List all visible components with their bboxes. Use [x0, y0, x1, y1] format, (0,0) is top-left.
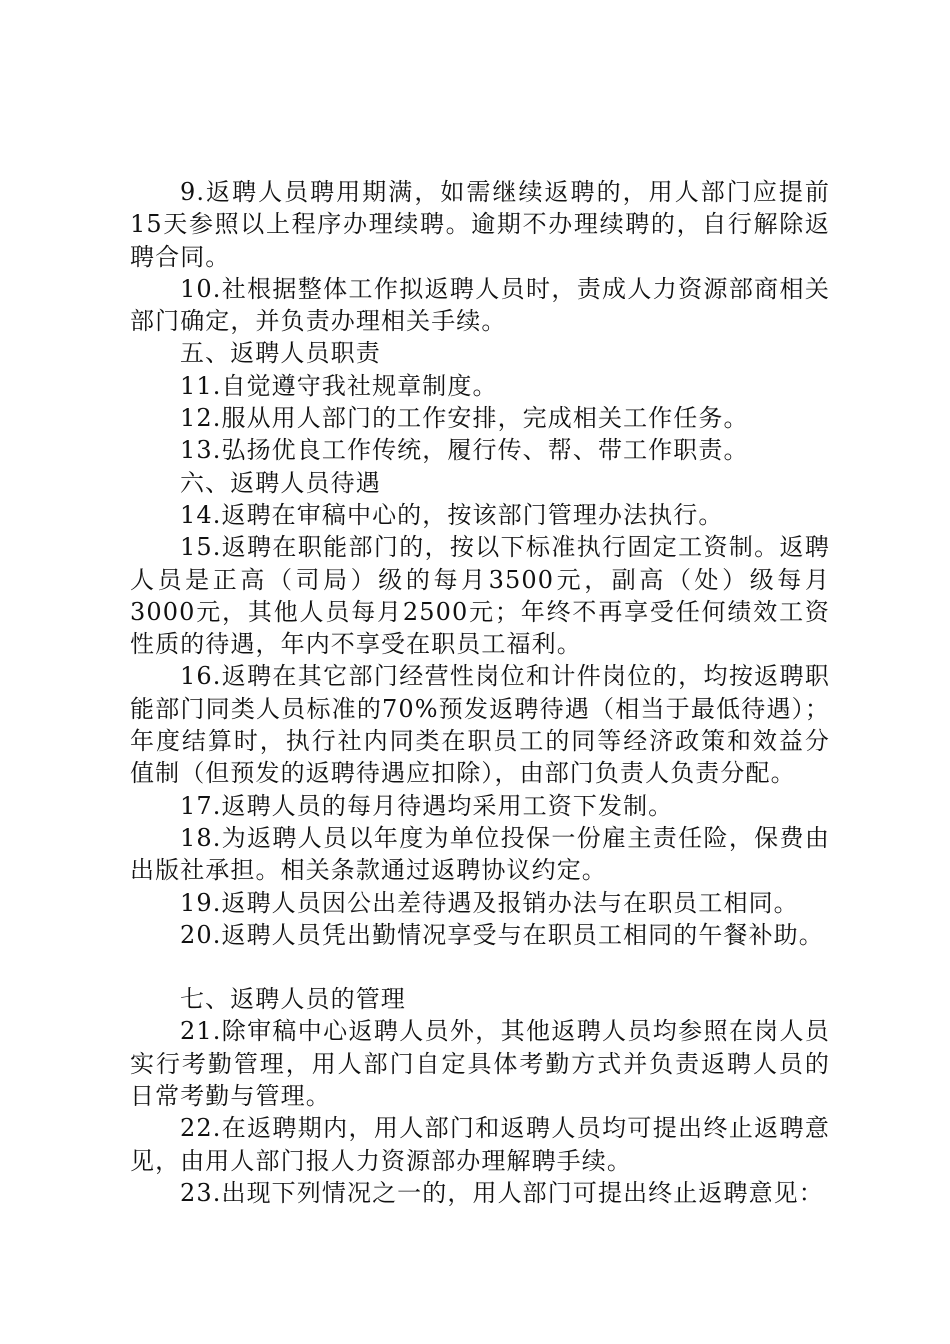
paragraph-13: 13.弘扬优良工作传统，履行传、帮、带工作职责。 — [180, 436, 749, 465]
section-heading-6: 六、返聘人员待遇 — [180, 468, 381, 497]
paragraph-15: 15.返聘在职能部门的，按以下标准执行固定工资制。返聘人员是正高（司局）级的每月3500元，副高（处）级每月3000元，其他人员每月2500元；年终不再享受任何绩效工资性质的待遇，年内不享受在职员工福利。 — [130, 533, 830, 659]
paragraph-11: 11.自觉遵守我社规章制度。 — [180, 371, 498, 400]
paragraph-14: 14.返聘在审稿中心的，按该部门管理办法执行。 — [180, 500, 724, 529]
document-body — [130, 176, 830, 1209]
paragraph-18: 18.为返聘人员以年度为单位投保一份雇主责任险，保费由出版社承担。相关条款通过返聘协议约定。 — [130, 823, 830, 885]
paragraph-22: 22.在返聘期内，用人部门和返聘人员均可提出终止返聘意见，由用人部门报人力资源部办理解聘手续。 — [130, 1114, 830, 1175]
paragraph-19: 19.返聘人员因公出差待遇及报销办法与在职员工相同。 — [180, 888, 799, 917]
paragraph-23: 23.出现下列情况之一的，用人部门可提出终止返聘意见： — [180, 1178, 824, 1207]
paragraph-20: 20.返聘人员凭出勤情况享受与在职员工相同的午餐补助。 — [180, 920, 824, 949]
paragraph-17: 17.返聘人员的每月待遇均采用工资下发制。 — [180, 791, 674, 820]
paragraph-12: 12.服从用人部门的工作安排，完成相关工作任务。 — [180, 404, 749, 433]
paragraph-21: 21.除审稿中心返聘人员外，其他返聘人员均参照在岗人员实行考勤管理，用人部门自定具体考勤方式并负责返聘人员的日常考勤与管理。 — [130, 1017, 830, 1111]
section-heading-5: 五、返聘人员职责 — [180, 339, 381, 368]
paragraph-9: 9.返聘人员聘用期满，如需继续返聘的，用人部门应提前15天参照以上程序办理续聘。逾期不办理续聘的，自行解除返聘合同。 — [130, 178, 830, 271]
blank-line — [130, 951, 830, 983]
paragraph-10: 10.社根据整体工作拟返聘人员时，责成人力资源部商相关部门确定，并负责办理相关手续。 — [130, 274, 830, 336]
paragraph-16: 16.返聘在其它部门经营性岗位和计件岗位的，均按返聘职能部门同类人员标准的70%预发返聘待遇（相当于最低待遇）；年度结算时，执行社内同类在职员工的同等经济政策和效益分值制（但预发的返聘待遇应扣除），由部门负责人负责分配。 — [130, 662, 830, 788]
section-heading-7: 七、返聘人员的管理 — [180, 985, 406, 1014]
